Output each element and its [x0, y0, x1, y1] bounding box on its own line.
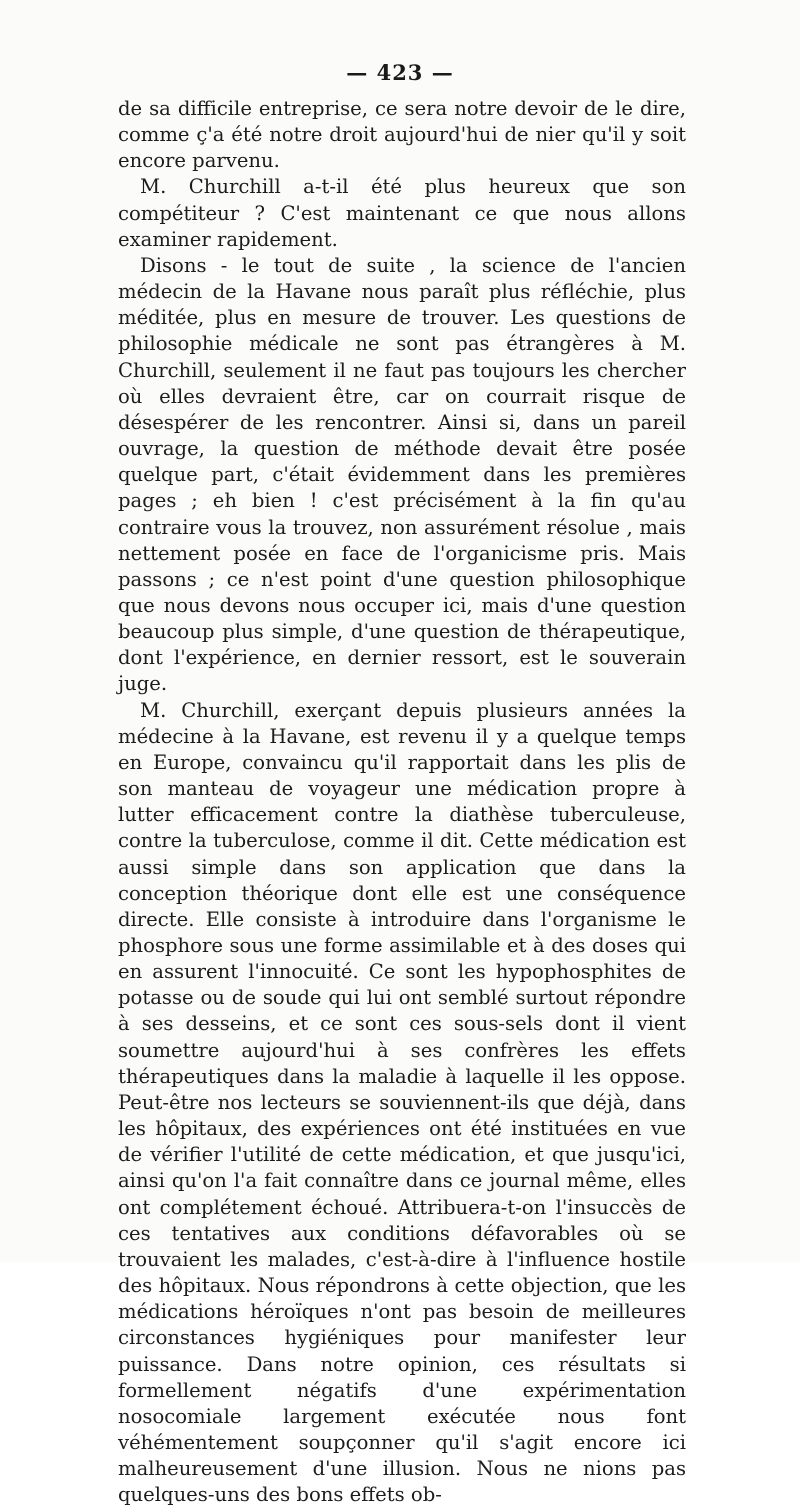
body-text: [118, 96, 686, 1508]
paragraph: Disons - le tout de suite , la science de l'ancien médecin de la Havane nous paraît plus réfléchie, plus méditée, plus en mesure de trouver. Les questions de philosophie médicale ne sont pas étrangères à M. Churchill, seulement il ne faut pas toujours les chercher où elles devraient être, car on courrait risque de désespérer de les rencontrer. Ainsi si, dans un pareil ouvrage, la question de méthode devait être posée quelque part, c'était évidemment dans les premières pages ; eh bien ! c'est précisément à la fin qu'au contraire vous la trouvez, non assurément résolue , mais nettement posée en face de l'organicisme pris. Mais passons ; ce n'est point d'une question philosophique que nous devons nous occuper ici, mais d'une question beaucoup plus simple, d'une question de thérapeutique, dont l'expérience, en dernier ressort, est le souverain juge.: [118, 253, 686, 696]
paragraph-continuation: de sa difficile entreprise, ce sera notre devoir de le dire, comme ç'a été notre droit aujourd'hui de nier qu'il y soit encore parvenu.: [118, 97, 686, 173]
paragraph: M. Churchill, exerçant depuis plusieurs années la médecine à la Havane, est revenu il y a quelque temps en Europe, convaincu qu'il rapportait dans les plis de son manteau de voyageur une médication propre à lutter efficacement contre la diathèse tuberculeuse, contre la tuberculose, comme il dit. Cette médication est aussi simple dans son application que dans la conception théorique dont elle est une conséquence directe. Elle consiste à introduire dans l'organisme le phosphore sous une forme assimilable et à des doses qui en assurent l'innocuité. Ce sont les hypophosphites de potasse ou de soude qui lui ont semblé surtout répondre à ses desseins, et ce sont ces sous-sels dont il vient soumettre aujourd'hui à ses confrères les effets thérapeutiques dans la maladie à laquelle il les oppose. Peut-être nos lecteurs se souviennent-ils que déjà, dans les hôpitaux, des expériences ont été instituées en vue de vérifier l'utilité de cette médication, et que jusqu'ici, ainsi qu'on l'a fait connaître dans ce journal même, elles ont complétement échoué. Attribuera-t-on l'insuccès de ces tentatives aux conditions défavorables où se trouvaient les malades, c'est-à-dire à l'influence hostile des hôpitaux. Nous répondrons à cette objection, que les médications héroïques n'ont pas besoin de meilleures circonstances hygiéniques pour manifester leur puissance. Dans notre opinion, ces résultats si formellement négatifs d'une expérimentation nosocomiale largement exécutée nous font véhémentement soupçonner qu'il s'agit encore ici malheureusement d'une illusion. Nous ne nions pas quelques-uns des bons effets ob-: [118, 698, 686, 1507]
paragraph: M. Churchill a-t-il été plus heureux que son compétiteur ? C'est maintenant ce que nous allons examiner rapidement.: [118, 175, 686, 251]
page-number: — 423 —: [346, 60, 454, 85]
